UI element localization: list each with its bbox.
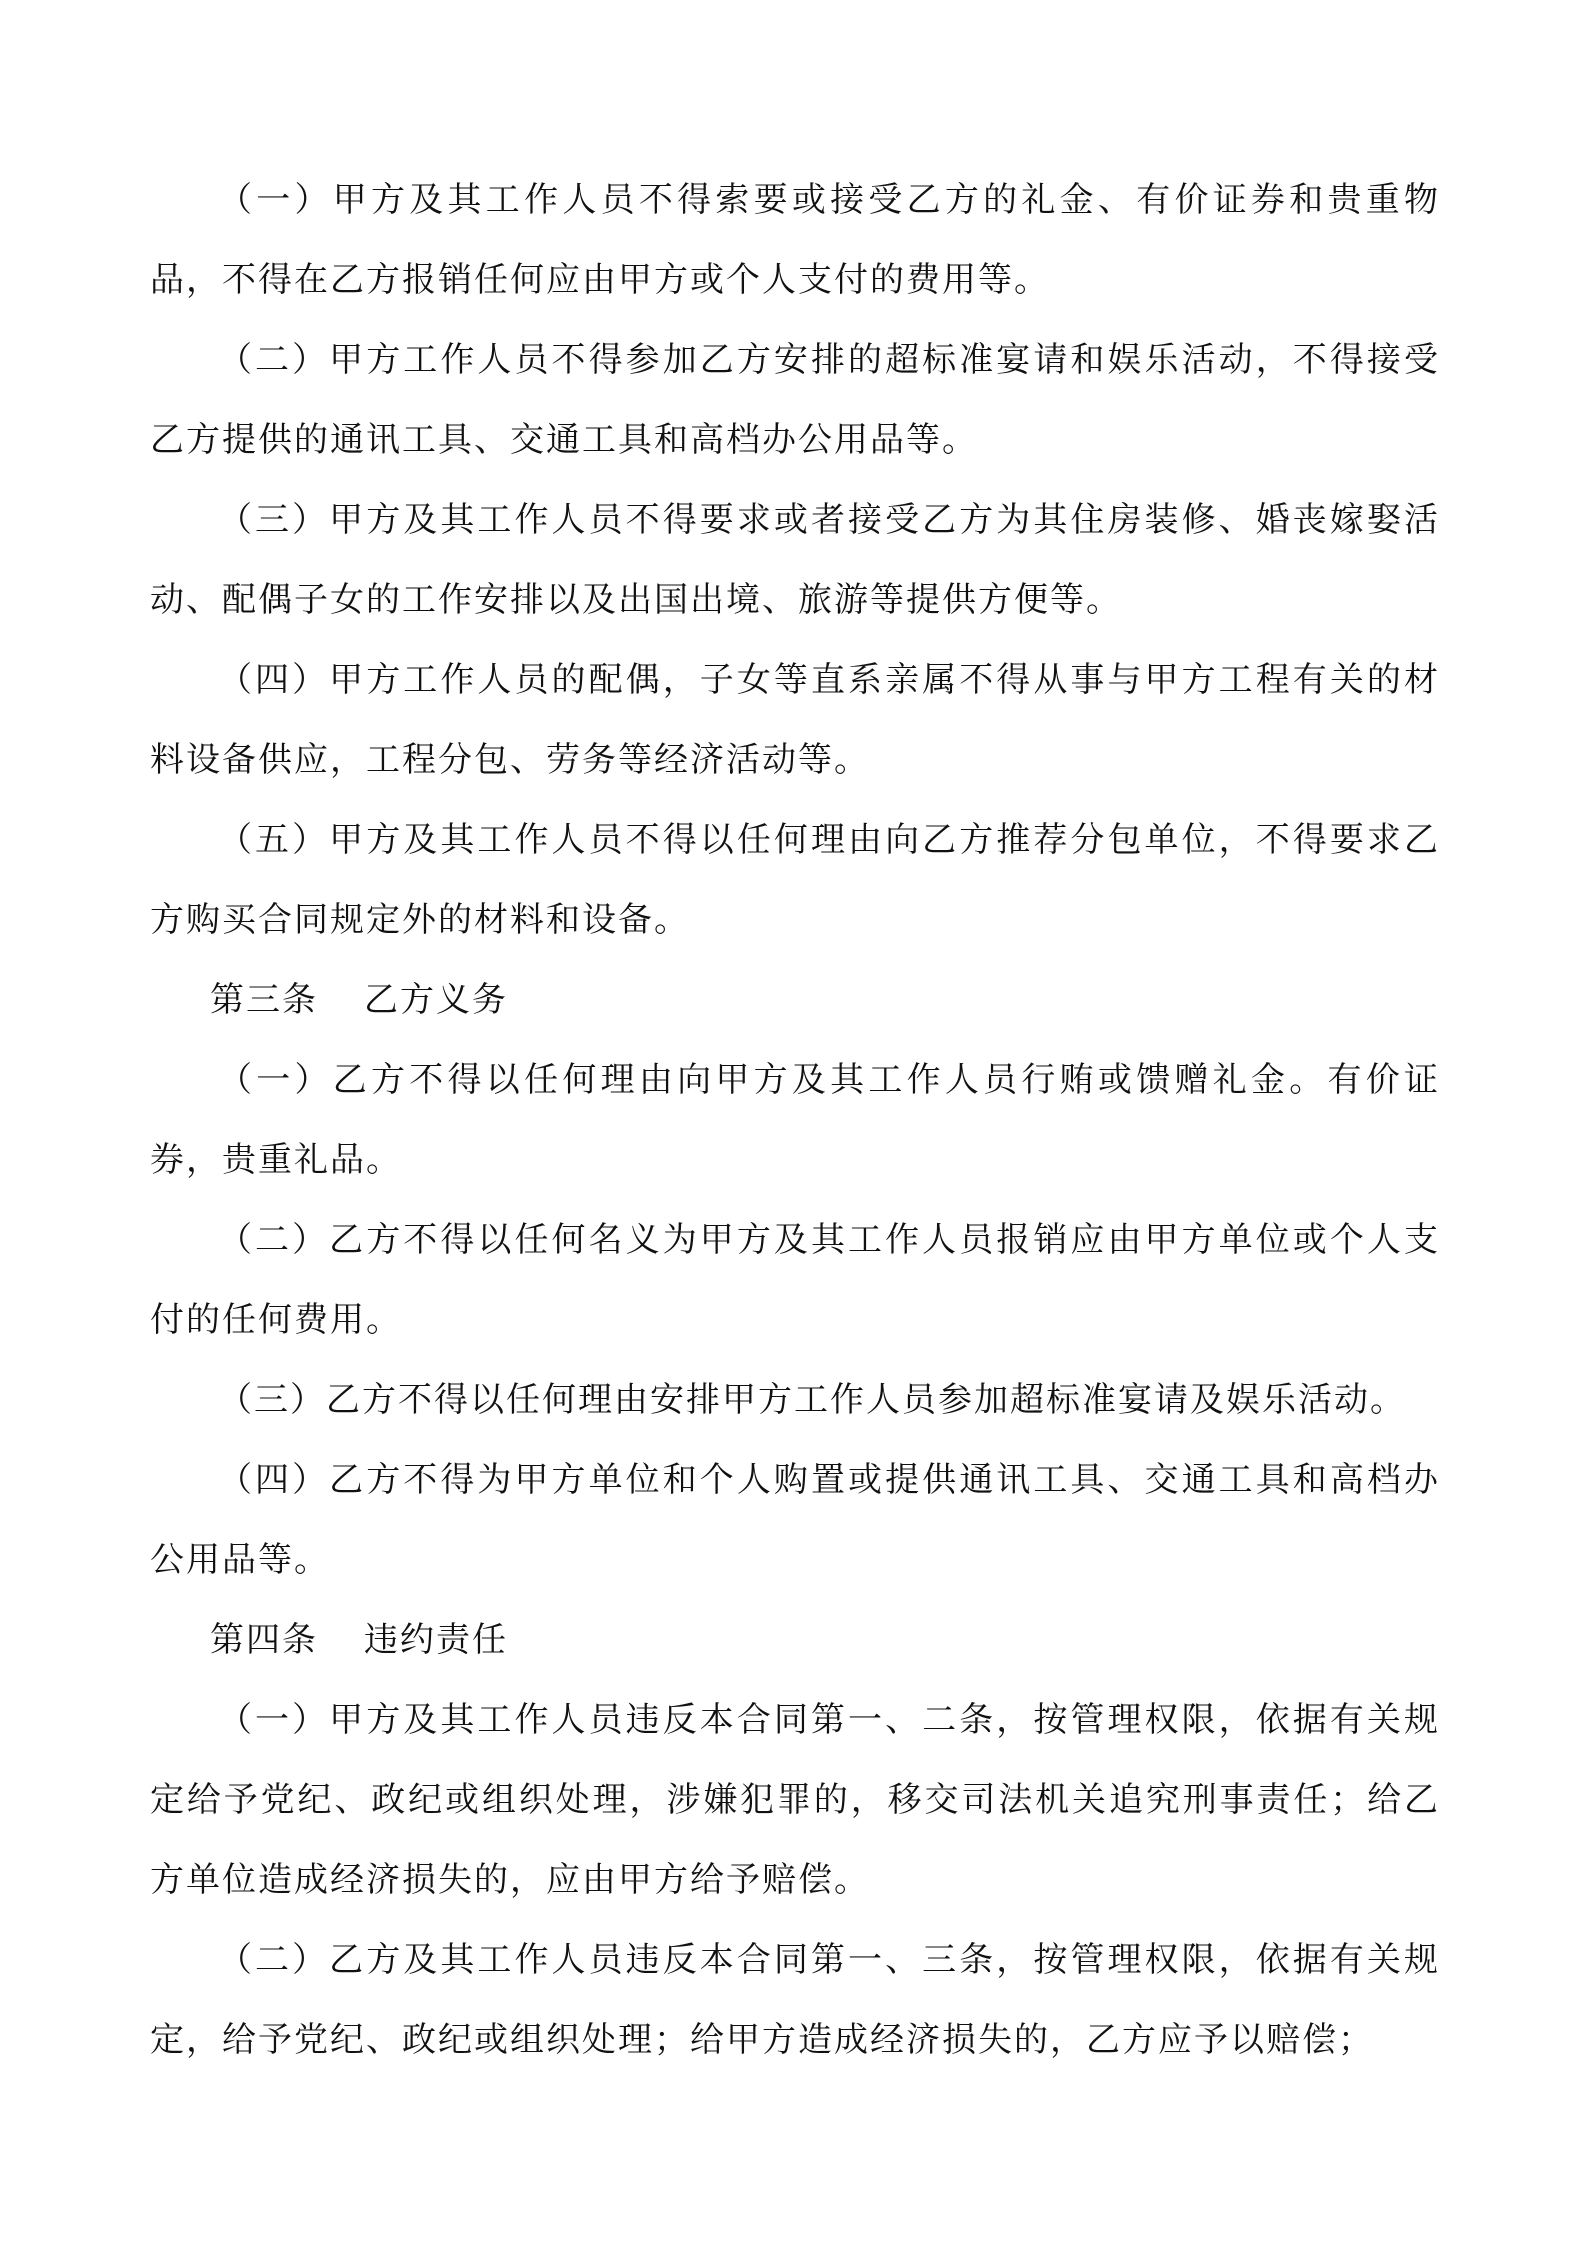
document-body bbox=[150, 160, 1440, 2080]
article-heading-3 bbox=[150, 960, 1440, 1040]
clause-paragraph: （一）甲方及其工作人员不得索要或接受乙方的礼金、有价证券和贵重物品，不得在乙方报销任何应由甲方或个人支付的费用等。 bbox=[150, 180, 1440, 300]
clause-paragraph: （二）甲方工作人员不得参加乙方安排的超标准宴请和娱乐活动，不得接受乙方提供的通讯工具、交通工具和高档办公用品等。 bbox=[150, 340, 1440, 460]
article-heading-4 bbox=[150, 1600, 1440, 1680]
clause-paragraph: （五）甲方及其工作人员不得以任何理由向乙方推荐分包单位，不得要求乙方购买合同规定外的材料和设备。 bbox=[150, 820, 1440, 940]
clause-paragraph: （一）甲方及其工作人员违反本合同第一、二条，按管理权限，依据有关规定给予党纪、政纪或组织处理，涉嫌犯罪的，移交司法机关追究刑事责任；给乙方单位造成经济损失的，应由甲方给予赔偿。 bbox=[150, 1700, 1440, 1900]
clause-paragraph: （二）乙方及其工作人员违反本合同第一、三条，按管理权限，依据有关规定，给予党纪、政纪或组织处理；给甲方造成经济损失的，乙方应予以赔偿； bbox=[150, 1940, 1440, 2060]
clause-paragraph: （三）乙方不得以任何理由安排甲方工作人员参加超标准宴请及娱乐活动。 bbox=[218, 1380, 1406, 1420]
article-title: 乙方义务 bbox=[364, 980, 508, 1020]
clause-paragraph: （四）甲方工作人员的配偶，子女等直系亲属不得从事与甲方工程有关的材料设备供应，工程分包、劳务等经济活动等。 bbox=[150, 660, 1440, 780]
clause-paragraph: （二）乙方不得以任何名义为甲方及其工作人员报销应由甲方单位或个人支付的任何费用。 bbox=[150, 1220, 1440, 1340]
article-number: 第三条 bbox=[210, 980, 318, 1020]
clause-paragraph: （一）乙方不得以任何理由向甲方及其工作人员行贿或馈赠礼金。有价证券，贵重礼品。 bbox=[150, 1060, 1440, 1180]
article-title: 违约责任 bbox=[364, 1620, 508, 1660]
clause-paragraph: （四）乙方不得为甲方单位和个人购置或提供通讯工具、交通工具和高档办公用品等。 bbox=[150, 1460, 1440, 1580]
clause-paragraph: （三）甲方及其工作人员不得要求或者接受乙方为其住房装修、婚丧嫁娶活动、配偶子女的工作安排以及出国出境、旅游等提供方便等。 bbox=[150, 500, 1440, 620]
article-number: 第四条 bbox=[210, 1620, 318, 1660]
